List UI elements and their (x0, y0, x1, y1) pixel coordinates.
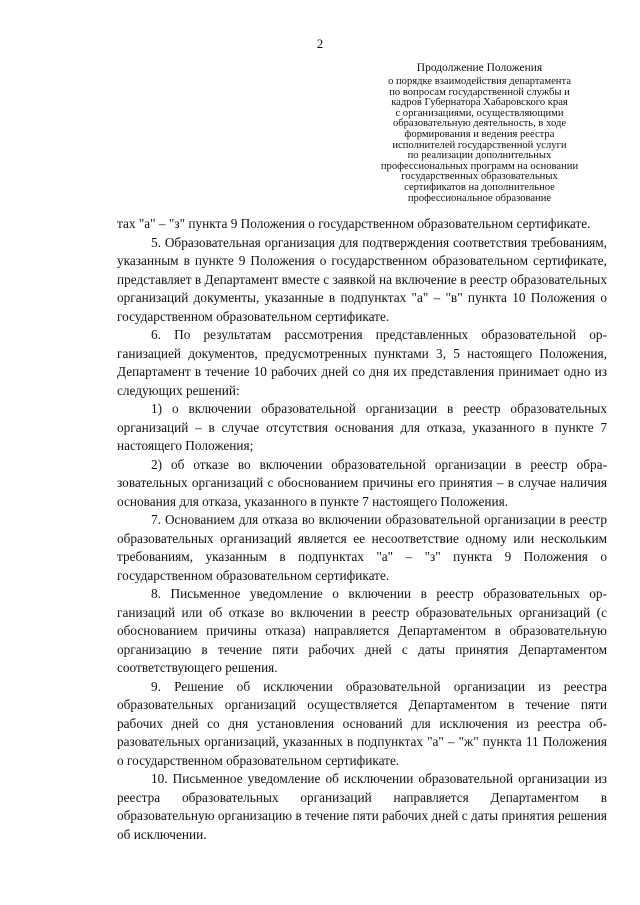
header-title: Продолжение Положения (416, 62, 543, 74)
header-line: о порядке взаимодействия департамента (388, 76, 571, 87)
paragraph-8: 8. Письменное уведомление о включении в реестр образовательных организаций или об отказе во включении в реестр образовательных организаций (с обоснованием причины отказа) направляется Департаментом в образовательную организацию в течение пяти рабочих дней с даты принятия Департаментом соответствующего решения. (117, 586, 607, 675)
header-line: профессиональное образование (407, 192, 552, 204)
paragraph-10: 10. Письменное уведомление об исключении образовательной организации из реестра образовательных организаций направляется Департаментом в образовательную организацию в течение пяти рабочих дней с даты принятия решения об исключении. (117, 771, 607, 842)
header-line: по вопросам государственной службы и (389, 86, 570, 98)
paragraph-6: 6. По результатам рассмотрения представленных образовательной организацией документов, предусмотренных пунктами 3, 5 настоящего Положения, Департамент в течение 10 рабочих дней со дня их представления принимает одно из следующих решений: (117, 327, 607, 398)
header-line: с организациями, осуществляющими (395, 107, 564, 119)
header-line: по реализации дополнительных (407, 150, 552, 162)
header-line: кадров Губернатора Хабаровского края (391, 97, 568, 109)
subparagraph-1: 1) о включении образовательной организации в реестр образовательных организаций – в случае отсутствия основания для отказа, указанного в пункте 7 настоящего Положения; (117, 401, 607, 453)
subparagraph-2: 2) об отказе во включении образовательной организации в реестр образовательных организаций с обоснованием причины его принятия – в случае наличия основания для отказа, указанного в пункте 7 настоящего Положения. (117, 456, 607, 509)
paragraph-5: 5. Образовательная организация для подтверждения соответствия требованиям, указанным в пункте 9 Положения о государственном образовательном сертификате, представляет в Департамент вместе с заявкой на включение в реестр образовательных организаций документы, указанные в подпунктах "а" – "в" пункта 10 Положения о государственном образовательном сертификате. (117, 234, 607, 324)
paragraph-continuation: тах "а" – "з" пункта 9 Положения о государственном образовательном сертификате. (117, 216, 591, 231)
header-line: образовательную деятельность, в ходе (392, 118, 567, 130)
paragraph-9: 9. Решение об исключении образовательной организации из реестра образовательных организаций осуществляется Департаментом в течение пяти рабочих дней со дня установления оснований для исключения из реестра образовательных организаций, указанных в подпунктах "а" – "ж" пункта 11 Положения о государственном образовательном сертификате. (117, 678, 607, 768)
paragraph-7: 7. Основанием для отказа во включении образовательной организации в реестр образовательных организаций является ее несоответствие одному или нескольким требованиям, указанным в подпунктах "а" – "з" пункта 9 Положения о государственном образовательном сертификате. (117, 512, 607, 583)
header-line: государственных образовательных (401, 171, 558, 183)
header-line: формирования и ведения реестра (404, 128, 555, 140)
header-line: сертификатов на дополнительное (404, 181, 555, 193)
continuation-header (352, 62, 607, 204)
document-body (117, 215, 607, 844)
header-line: исполнителей государственной услуги (392, 139, 567, 151)
page-number: 2 (316, 36, 324, 51)
header-line: профессиональных программ на основании (380, 160, 579, 172)
